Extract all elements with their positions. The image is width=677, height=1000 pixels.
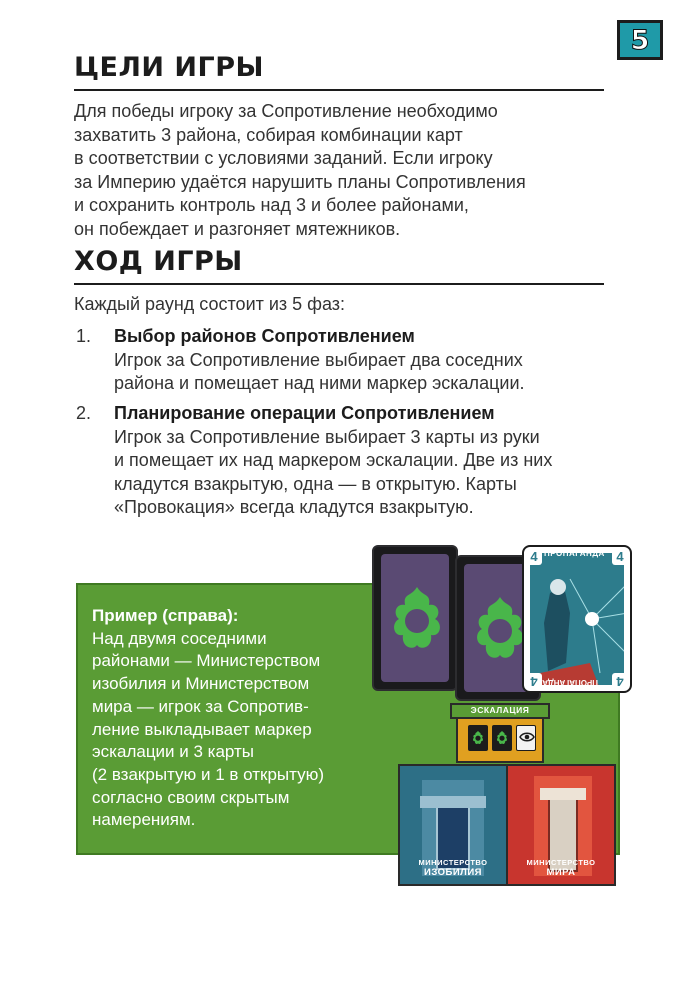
phase-number: 1. — [76, 326, 92, 346]
phase-line: Игрок за Сопротивление выбирает два соседних — [114, 349, 523, 370]
card-value: 4 — [612, 673, 628, 689]
escalation-marker — [450, 703, 550, 765]
card-name-inverted: ПРОПАГАНДА — [542, 678, 598, 687]
goals-line: он побеждает и разгоняет мятежников. — [74, 218, 401, 239]
card-value: 4 — [612, 549, 628, 565]
card-value: 4 — [526, 549, 542, 565]
page-number-badge — [617, 20, 663, 60]
district-label-line: ИЗОБИЛИЯ — [423, 867, 483, 878]
turn-heading: ХОД ИГРЫ — [74, 246, 604, 285]
phase-body — [114, 402, 594, 520]
example-text — [92, 605, 382, 832]
goals-paragraph — [74, 100, 574, 241]
goals-heading: ЦЕЛИ ИГРЫ — [74, 52, 604, 91]
example-line: согласно своим скрытым — [92, 787, 290, 807]
card-name: ПРОПАГАНДА — [544, 549, 605, 558]
open-slot — [516, 725, 536, 751]
phase-body — [114, 325, 594, 396]
goals-line: в соответствии с условиями заданий. Если игроку — [74, 148, 493, 168]
escalation-marker-body — [456, 717, 544, 763]
goals-line: Для победы игроку за Сопротивление необходимо — [74, 101, 498, 121]
hidden-slot — [492, 725, 512, 751]
face-down-card — [372, 545, 458, 691]
phase-title: Выбор районов Сопротивлением — [114, 326, 415, 346]
example-line: намерениям. — [92, 810, 196, 830]
turn-intro: Каждый раунд состоит из 5 фаз: — [74, 294, 346, 314]
card-artwork — [530, 553, 624, 685]
example-line: Над двумя соседними — [92, 628, 267, 648]
rebel-gear-icon — [494, 730, 510, 746]
example-line: изобилия и Министерством — [92, 674, 310, 694]
rebel-gear-icon — [470, 730, 486, 746]
example-title: Пример (справа): — [92, 606, 239, 625]
phase-line: и помещает их над маркером эскалации. Две из них — [114, 450, 553, 470]
page-number: 5 — [630, 24, 650, 56]
goals-line: за Империю удаётся нарушить планы Сопротивления — [74, 171, 526, 192]
example-line: районами — Министерством — [92, 651, 321, 671]
district-label — [508, 858, 614, 878]
rebel-gear-icon — [385, 583, 449, 657]
example-line: (2 взакрытую и 1 в открытую) — [92, 764, 325, 784]
phase-title: Планирование операции Сопротивлением — [114, 403, 495, 423]
phase-line: района и помещает над ними маркер эскалации. — [114, 373, 525, 393]
phase-line: Игрок за Сопротивление выбирает 3 карты из руки — [114, 426, 540, 447]
goals-line: захватить 3 района, собирая комбинации карт — [74, 124, 463, 145]
district-label-line: МИНИСТЕРСТВО — [418, 858, 488, 867]
district-label-line: МИРА — [546, 867, 576, 878]
example-line: мира — игрок за Сопротив- — [92, 696, 309, 716]
example-line: эскалации и 3 карты — [92, 742, 255, 762]
card-value: 4 — [526, 673, 542, 689]
example-line: ление выкладывает маркер — [92, 719, 312, 739]
escalation-marker-label: ЭСКАЛАЦИЯ — [470, 705, 530, 715]
phase-line: «Провокация» всегда кладутся взакрытую. — [114, 497, 474, 517]
district-label — [400, 858, 506, 878]
goals-line: и сохранить контроль над 3 и более районами, — [74, 195, 469, 215]
phase-number: 2. — [76, 403, 92, 423]
district-card-peace — [506, 764, 616, 886]
hidden-slot — [468, 725, 488, 751]
district-card-abundance — [398, 764, 508, 886]
phase-line: кладутся взакрытую, одна — в открытую. Карты — [114, 473, 517, 494]
eye-icon — [519, 731, 535, 743]
face-up-card-propaganda — [522, 545, 632, 693]
district-label-line: МИНИСТЕРСТВО — [526, 858, 596, 867]
